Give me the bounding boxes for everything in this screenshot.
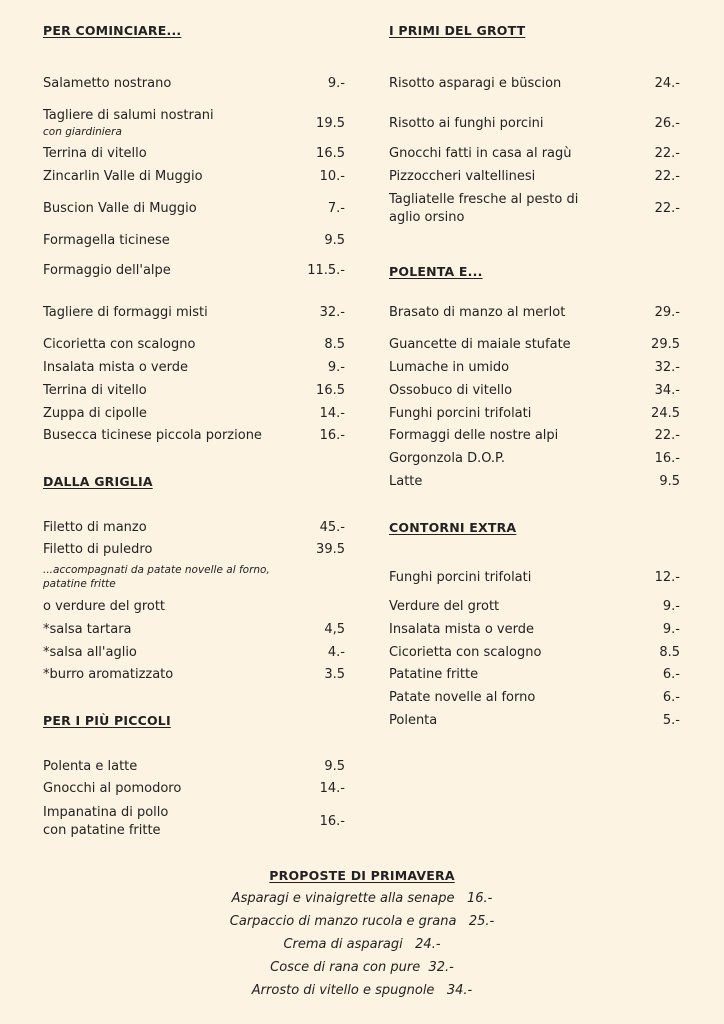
menu-item-price: 19.5 <box>316 116 345 131</box>
menu-item-price: 32.- <box>654 360 680 375</box>
menu-item-name: Latte <box>389 474 423 489</box>
menu-item-name: Busecca ticinese piccola porzione <box>43 428 262 443</box>
menu-item-name: Formagella ticinese <box>43 233 170 248</box>
menu-item-name: Pizzoccheri valtellinesi <box>389 169 536 184</box>
menu-item-price: 16.- <box>654 451 680 466</box>
menu-item-price: 8.5 <box>324 337 345 352</box>
menu-item-name: Tagliere di salumi nostrani <box>43 108 214 123</box>
menu-item-name: Gnocchi al pomodoro <box>43 781 182 796</box>
special-item: Carpaccio di manzo rucola e grana 25.- <box>229 914 495 929</box>
menu-item-name: Zincarlin Valle di Muggio <box>43 169 203 184</box>
menu-item-price: 10.- <box>319 169 345 184</box>
menu-item-price: 32.- <box>319 305 345 320</box>
menu-item-name: Cicorietta con scalogno <box>43 337 196 352</box>
menu-item-name: Cicorietta con scalogno <box>389 645 542 660</box>
menu-item-name: Buscion Valle di Muggio <box>43 201 197 216</box>
menu-item-name: Risotto ai funghi porcini <box>389 116 544 131</box>
special-item: Cosce di rana con pure 32.- <box>270 960 454 975</box>
menu-item-name: *salsa all'aglio <box>43 645 137 660</box>
menu-item-name: Tagliere di formaggi misti <box>43 305 208 320</box>
menu-item-name: *burro aromatizzato <box>43 667 174 682</box>
menu-item-name: Terrina di vitello <box>43 383 147 398</box>
menu-item-price: 11.5.- <box>307 263 345 278</box>
menu-item-name: Funghi porcini trifolati <box>389 406 532 421</box>
menu-item-price: 9.- <box>662 599 680 614</box>
menu-item-name: Ossobuco di vitello <box>389 383 513 398</box>
section-title-dalla-griglia: DALLA GRIGLIA <box>43 474 153 489</box>
menu-item-name: Formaggi delle nostre alpi <box>389 428 559 443</box>
menu-item-price: 14.- <box>319 781 345 796</box>
menu-item-name: Guancette di maiale stufate <box>389 337 571 352</box>
menu-item-price: 34.- <box>654 383 680 398</box>
menu-item-price: 9.- <box>662 622 680 637</box>
menu-item-price: 14.- <box>319 406 345 421</box>
section-title-polenta-e: POLENTA E... <box>389 264 483 279</box>
menu-item-name: Formaggio dell'alpe <box>43 263 171 278</box>
menu-item-name: Gorgonzola D.O.P. <box>389 451 506 466</box>
menu-item-name: Filetto di manzo <box>43 520 147 535</box>
menu-item-price: 29.- <box>654 305 680 320</box>
menu-item-price: 12.- <box>654 570 680 585</box>
menu-item-note: con giardiniera <box>43 126 122 138</box>
menu-item-name: Tagliatelle fresche al pesto di aglio orsino <box>389 192 579 225</box>
menu-item-name: Impanatina di pollo con patatine fritte <box>43 805 169 838</box>
section-title-proposte-di-primavera: PROPOSTE DI PRIMAVERA <box>269 868 455 883</box>
menu-item-name: Terrina di vitello <box>43 146 147 161</box>
menu-item-price: 6.- <box>662 667 680 682</box>
menu-item-name: Lumache in umido <box>389 360 510 375</box>
menu-item-name: Insalata mista o verde <box>389 622 534 637</box>
menu-item-price: 45.- <box>319 520 345 535</box>
menu-item-price: 9.5 <box>324 233 345 248</box>
menu-item-name: Filetto di puledro <box>43 542 153 557</box>
menu-item-price: 16.- <box>319 428 345 443</box>
menu-item-price: 5.- <box>662 713 680 728</box>
menu-item-price: 4.- <box>327 645 345 660</box>
special-item: Asparagi e vinaigrette alla senape 16.- <box>231 891 493 906</box>
menu-item-price: 9.5 <box>659 474 680 489</box>
menu-item-name: *salsa tartara <box>43 622 132 637</box>
menu-item-name: Patate novelle al forno <box>389 690 536 705</box>
menu-item-name: Salametto nostrano <box>43 76 172 91</box>
menu-item-name: Polenta <box>389 713 438 728</box>
menu-item-price: 4,5 <box>324 622 345 637</box>
menu-item-price: 8.5 <box>659 645 680 660</box>
menu-item-name: Funghi porcini trifolati <box>389 570 532 585</box>
menu-item-name: Insalata mista o verde <box>43 360 188 375</box>
section-title-contorni-extra: CONTORNI EXTRA <box>389 520 517 535</box>
special-item: Crema di asparagi 24.- <box>283 937 441 952</box>
menu-item-name: Polenta e latte <box>43 759 138 774</box>
menu-item-price: 26.- <box>654 116 680 131</box>
menu-item-price: 24.- <box>654 76 680 91</box>
menu-item-name: Verdure del grott <box>389 599 500 614</box>
menu-item-price: 9.5 <box>324 759 345 774</box>
menu-item-price: 16.5 <box>316 383 345 398</box>
menu-item-price: 22.- <box>654 428 680 443</box>
menu-item-name: Gnocchi fatti in casa al ragù <box>389 146 572 161</box>
menu-item-name: o verdure del grott <box>43 599 166 614</box>
menu-item-price: 9.- <box>327 360 345 375</box>
menu-item-price: 39.5 <box>316 542 345 557</box>
menu-item-price: 3.5 <box>324 667 345 682</box>
section-title-per-cominciare: PER COMINCIARE... <box>43 23 182 38</box>
menu-item-price: 16.5 <box>316 146 345 161</box>
menu-item-price: 7.- <box>327 201 345 216</box>
menu-item-price: 6.- <box>662 690 680 705</box>
menu-item-price: 9.- <box>327 76 345 91</box>
menu-item-price: 22.- <box>654 201 680 216</box>
menu-item-price: 16.- <box>319 814 345 829</box>
menu-item-price: 22.- <box>654 169 680 184</box>
section-title-per-i-piu-piccoli: PER I PIÙ PICCOLI <box>43 713 171 728</box>
menu-item-name: Patatine fritte <box>389 667 479 682</box>
special-item: Arrosto di vitello e spugnole 34.- <box>251 983 473 998</box>
menu-item-price: 29.5 <box>651 337 680 352</box>
menu-item-name: Brasato di manzo al merlot <box>389 305 566 320</box>
section-title-i-primi-del-grott: I PRIMI DEL GROTT <box>389 23 526 38</box>
menu-item-name: Zuppa di cipolle <box>43 406 147 421</box>
menu-item-price: 24.5 <box>651 406 680 421</box>
menu-item-price: 22.- <box>654 146 680 161</box>
menu-item-name: Risotto asparagi e büscion <box>389 76 562 91</box>
menu-item-note: ...accompagnati da patate novelle al forno, patatine fritte <box>43 564 270 590</box>
